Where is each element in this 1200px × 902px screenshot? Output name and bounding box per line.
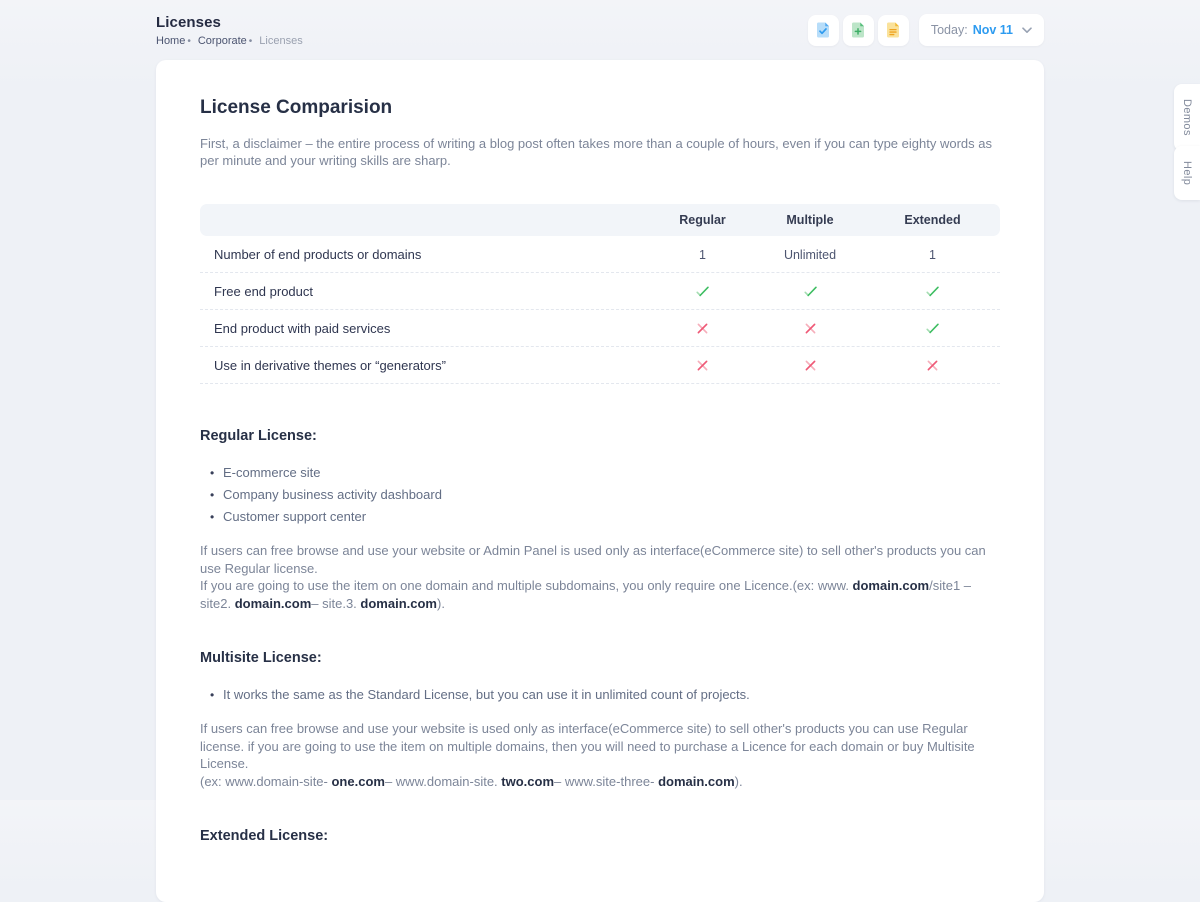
bold-text: one.com xyxy=(331,773,385,789)
text-segment: If users can free browse and use your website is used only as interface(eCommerce site) to sell other's products you can use Regular license. if you are going to use the item on multiple domains, then you will need to purchase a Licence for each domain or buy Multisite License. xyxy=(200,721,975,771)
file-add-button[interactable] xyxy=(843,15,874,46)
license-section xyxy=(200,428,1000,612)
table-cell xyxy=(755,320,865,336)
text-segment: ). xyxy=(734,773,743,789)
table-cell xyxy=(650,247,755,262)
cross-icon xyxy=(925,358,940,373)
row-label: Free end product xyxy=(214,283,314,299)
breadcrumb-separator: • xyxy=(248,35,253,47)
table-row xyxy=(200,273,1000,310)
cell-value: 1 xyxy=(929,247,936,262)
section-heading: Multisite License: xyxy=(200,650,322,666)
cell-value: Unlimited xyxy=(783,247,837,262)
content-card xyxy=(156,60,1044,902)
section-paragraph xyxy=(200,577,1000,612)
header-left xyxy=(156,14,303,47)
table-row xyxy=(200,310,1000,347)
bold-text: domain.com xyxy=(360,595,437,611)
side-tab-demos[interactable] xyxy=(1174,84,1200,151)
cross-icon xyxy=(803,358,818,373)
sections xyxy=(200,428,1000,844)
section-paragraph xyxy=(200,720,1000,773)
breadcrumb-home[interactable]: Home xyxy=(156,34,186,47)
table-cell xyxy=(650,357,755,373)
table-cell xyxy=(865,319,1000,336)
row-label: Number of end products or domains xyxy=(214,246,422,262)
side-tab-help-label: Help xyxy=(1181,161,1193,186)
file-check-button[interactable] xyxy=(808,15,839,46)
text-segment: /site1 – site2. xyxy=(200,578,972,611)
cross-icon xyxy=(803,321,818,336)
row-label: End product with paid services xyxy=(214,320,391,336)
table-rows xyxy=(200,236,1000,384)
text-segment: – www.domain-site. xyxy=(384,773,502,789)
disclaimer-text: First, a disclaimer – the entire process of writing a blog post often takes more than a couple of hours, even if you can type eighty words as per minute and your writing skills are sharp. xyxy=(200,136,992,168)
page-header xyxy=(156,0,1044,60)
today-label: Today: xyxy=(930,23,968,37)
breadcrumb-separator: • xyxy=(187,35,191,47)
today-date: Nov 11 xyxy=(972,23,1013,37)
breadcrumb xyxy=(156,35,303,47)
section-paragraph xyxy=(200,773,1000,791)
row-label: Use in derivative themes or “generators” xyxy=(214,357,446,373)
check-icon xyxy=(924,283,941,300)
text-segment: If users can free browse and use your website or Admin Panel is used only as interface(eCommerce site) to sell other's products you can use Regular license. xyxy=(200,543,986,576)
cross-icon xyxy=(695,321,710,336)
table-cell xyxy=(865,247,1000,262)
cell-value: 1 xyxy=(699,247,706,262)
section-paragraph xyxy=(200,542,1000,577)
side-tab-help[interactable] xyxy=(1174,146,1200,200)
check-icon xyxy=(694,283,711,300)
table-cell xyxy=(755,247,865,262)
table-row xyxy=(200,347,1000,384)
table-cell xyxy=(865,357,1000,373)
page xyxy=(156,0,1044,902)
file-add-icon xyxy=(849,21,867,39)
text-segment: (ex: www.domain-site- xyxy=(200,773,332,789)
table-header-multiple: Multiple xyxy=(786,213,834,227)
section-heading: Regular License: xyxy=(200,428,317,444)
header-actions xyxy=(808,14,1044,46)
breadcrumb-corporate[interactable]: Corporate xyxy=(197,34,247,47)
content-heading: License Comparision xyxy=(200,97,393,118)
chevron-down-icon xyxy=(1022,27,1032,34)
bullet-item: • Company business activity dashboard xyxy=(210,484,1000,506)
check-icon xyxy=(924,320,941,337)
bullet-list xyxy=(200,462,1000,528)
page-title: Licenses xyxy=(156,13,222,31)
table-cell xyxy=(755,282,865,299)
breadcrumb-current: Licenses xyxy=(259,34,303,47)
bullet-list xyxy=(200,684,1000,706)
table-row xyxy=(200,236,1000,273)
text-segment: – www.site-three- xyxy=(554,773,659,789)
text-segment: If you are going to use the item on one domain and multiple subdomains, you only require one Licence.(ex: www. xyxy=(200,578,853,593)
text-segment: ). xyxy=(436,595,445,611)
bold-text: domain.com xyxy=(852,578,930,593)
table-cell xyxy=(865,282,1000,299)
file-check-icon xyxy=(814,21,832,39)
table-cell xyxy=(755,357,865,373)
section-heading: Extended License: xyxy=(200,828,329,844)
cross-icon xyxy=(695,358,710,373)
bold-text: two.com xyxy=(501,773,555,789)
bullet-item: • It works the same as the Standard License, but you can use it in unlimited count of projects. xyxy=(210,684,1000,706)
table-header-regular: Regular xyxy=(679,213,726,227)
file-text-icon xyxy=(884,21,902,39)
license-section xyxy=(200,650,1000,790)
bullet-item: • E-commerce site xyxy=(210,462,1000,484)
side-tab-demos-label: Demos xyxy=(1181,99,1193,136)
table-header-row xyxy=(200,204,1000,236)
bullet-item: • Customer support center xyxy=(210,506,1000,528)
file-text-button[interactable] xyxy=(878,15,909,46)
bold-text: domain.com xyxy=(658,773,735,789)
table-cell xyxy=(650,320,755,336)
table-header-extended: Extended xyxy=(904,213,961,227)
table-cell xyxy=(650,282,755,299)
license-comparison-table xyxy=(200,204,1000,384)
bold-text: domain.com xyxy=(234,595,312,611)
check-icon xyxy=(802,283,819,300)
license-section xyxy=(200,828,1000,844)
text-segment: – site.3. xyxy=(311,595,361,611)
date-picker-button[interactable] xyxy=(919,14,1044,46)
